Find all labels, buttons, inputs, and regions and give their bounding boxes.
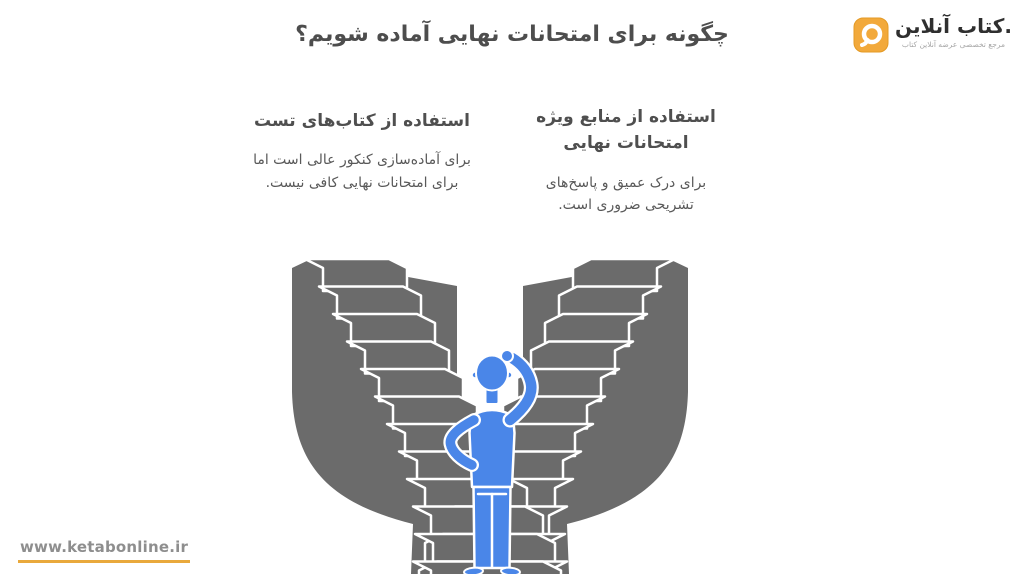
v-staircase-svg — [285, 252, 695, 574]
website-link[interactable]: www.ketabonline.ir — [18, 538, 190, 563]
staircase-illustration — [285, 252, 695, 574]
ketabonline-logo — [853, 14, 1012, 53]
section-body: برای آماده‌سازی کنکور عالی است اما برای امتحانات نهایی کافی نیست. — [253, 152, 471, 191]
site-footer — [18, 537, 190, 563]
person-head — [476, 356, 508, 391]
section-heading: استفاده از منابع ویژه امتحانات نهایی — [536, 107, 716, 154]
page-title: چگونه برای امتحانات نهایی آماده شویم؟ — [295, 22, 729, 47]
section-special-resources — [535, 104, 717, 216]
brand-name: .کتاب آنلاین — [894, 14, 1012, 38]
section-test-books — [248, 108, 476, 194]
section-heading: استفاده از کتاب‌های تست — [254, 111, 470, 131]
ketabonline-logo-icon — [853, 17, 889, 53]
section-body: برای درک عمیق و پاسخ‌های تشریحی ضروری است. — [545, 174, 707, 214]
brand-tagline: مرجع تخصصی عرضه آنلاین کتاب — [901, 40, 1006, 49]
